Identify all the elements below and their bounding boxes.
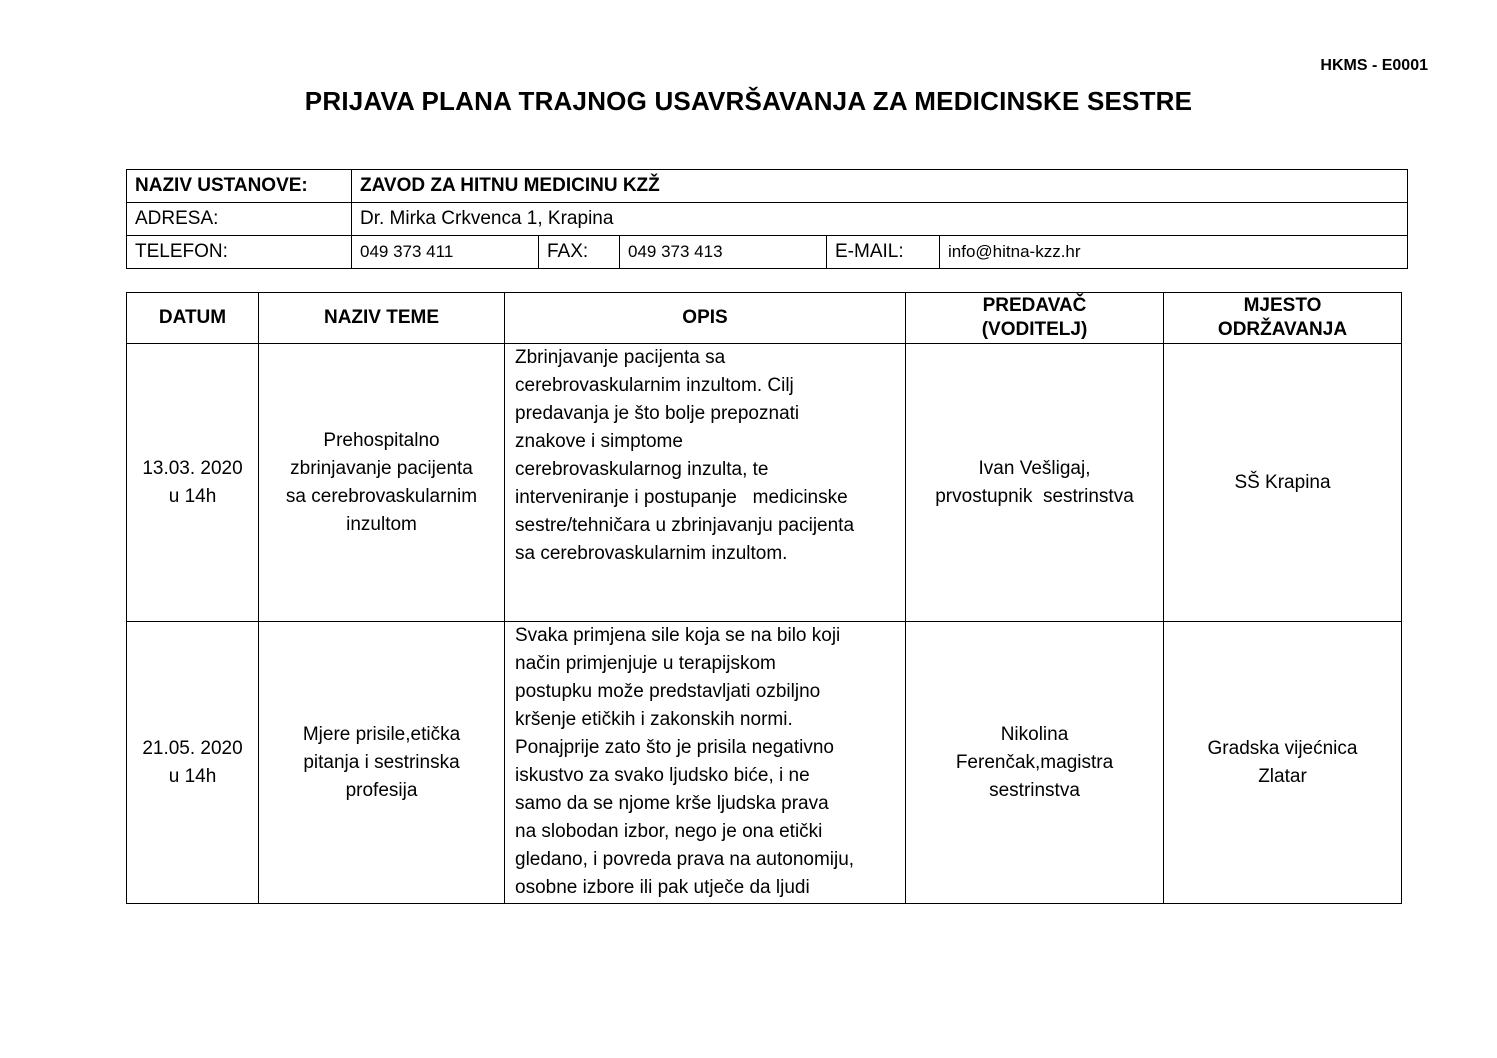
header-topic: NAZIV TEME — [259, 293, 505, 344]
institution-name-label: NAZIV USTANOVE: — [127, 170, 352, 203]
lecturer-line: Nikolina — [1000, 723, 1069, 745]
email-label: E-MAIL: — [827, 236, 940, 269]
topic-line: profesija — [345, 779, 418, 801]
table-row — [127, 622, 1402, 904]
description-line: cerebrovaskularnim inzultom. Cilj — [515, 375, 794, 396]
description-line: samo da se njome krše ljudska prava — [515, 793, 829, 814]
description-line: kršenje etičkih i zakonskih normi. — [515, 709, 793, 730]
table-row — [127, 344, 1402, 622]
time-line: u 14h — [168, 485, 217, 507]
description-line: iskustvo za svako ljudsko biće, i ne — [515, 765, 810, 786]
institution-table — [126, 169, 1408, 269]
place-line: Zlatar — [1258, 765, 1307, 787]
time-line: u 14h — [168, 765, 217, 787]
education-plan-table — [126, 292, 1402, 904]
description-line: gledano, i povreda prava na autonomiju, — [515, 849, 855, 870]
fax-value: 049 373 413 — [620, 236, 827, 269]
lecturer-cell — [906, 622, 1164, 904]
topic-line: Prehospitalno — [323, 429, 440, 451]
header-description: OPIS — [505, 293, 906, 344]
topic-line: sa cerebrovaskularnim — [285, 485, 478, 507]
lecturer-line: Ferenčak,magistra — [955, 751, 1114, 773]
lecturer-line: sestrinstva — [989, 779, 1080, 801]
description-line: Zbrinjavanje pacijenta sa — [515, 347, 726, 368]
header-place-line2: ODRŽAVANJA — [1217, 319, 1348, 340]
topic-line: inzultom — [346, 513, 417, 535]
plan-header-row — [127, 293, 1402, 344]
contact-row — [127, 236, 1408, 269]
description-cell — [505, 622, 906, 904]
address-value: Dr. Mirka Crkvenca 1, Krapina — [352, 203, 1408, 236]
place-line: Gradska vijećnica — [1207, 737, 1358, 759]
topic-line: Mjere prisile,etička — [302, 723, 461, 745]
lecturer-line: Ivan Vešligaj, — [978, 457, 1091, 479]
header-place — [1164, 293, 1402, 344]
topic-line: zbrinjavanje pacijenta — [290, 457, 473, 479]
date-line: 13.03. 2020 — [142, 457, 243, 479]
description-cell — [505, 344, 906, 622]
header-lecturer-line1: PREDAVAČ — [982, 295, 1087, 316]
topic-cell — [259, 622, 505, 904]
header-lecturer — [906, 293, 1164, 344]
description-line: Svaka primjena sile koja se na bilo koji — [515, 625, 841, 646]
description-line: cerebrovaskularnog inzulta, te — [515, 459, 769, 480]
address-label: ADRESA: — [127, 203, 352, 236]
header-lecturer-line2: (VODITELJ) — [981, 319, 1088, 340]
form-code: HKMS - E0001 — [1320, 57, 1428, 74]
header-date: DATUM — [127, 293, 259, 344]
description-line: osobne izbore ili pak utječe da ljudi — [515, 877, 810, 898]
email-value: info@hitna-kzz.hr — [940, 236, 1408, 269]
description-line: znakove i simptome — [515, 431, 683, 452]
page-title: PRIJAVA PLANA TRAJNOG USAVRŠAVANJA ZA MEDICINSKE SESTRE — [304, 86, 1193, 116]
institution-name-row — [127, 170, 1408, 203]
description-line: sestre/tehničara u zbrinjavanju pacijenta — [515, 515, 855, 536]
place-cell — [1164, 622, 1402, 904]
address-row — [127, 203, 1408, 236]
institution-name: ZAVOD ZA HITNU MEDICINU KZŽ — [352, 170, 1408, 203]
description-line: sa cerebrovaskularnim inzultom. — [515, 543, 788, 564]
fax-label: FAX: — [539, 236, 620, 269]
lecturer-line: prvostupnik sestrinstva — [935, 485, 1134, 507]
header-place-line1: MJESTO — [1243, 295, 1322, 316]
phone-value: 049 373 411 — [352, 236, 539, 269]
topic-line: pitanja i sestrinska — [303, 751, 460, 773]
description-line: postupku može predstavljati ozbiljno — [515, 681, 821, 702]
date-line: 21.05. 2020 — [142, 737, 243, 759]
topic-cell — [259, 344, 505, 622]
date-cell — [127, 344, 259, 622]
date-cell — [127, 622, 259, 904]
phone-label: TELEFON: — [127, 236, 352, 269]
description-line: interveniranje i postupanje medicinske — [515, 487, 848, 508]
description-line: na slobodan izbor, nego je ona etički — [515, 821, 823, 842]
description-line: način primjenjuje u terapijskom — [515, 653, 776, 674]
lecturer-cell — [906, 344, 1164, 622]
place-line: SŠ Krapina — [1234, 471, 1331, 493]
description-line: Ponajprije zato što je prisila negativno — [515, 737, 834, 758]
place-cell — [1164, 344, 1402, 622]
description-line: predavanja je što bolje prepoznati — [515, 403, 800, 424]
